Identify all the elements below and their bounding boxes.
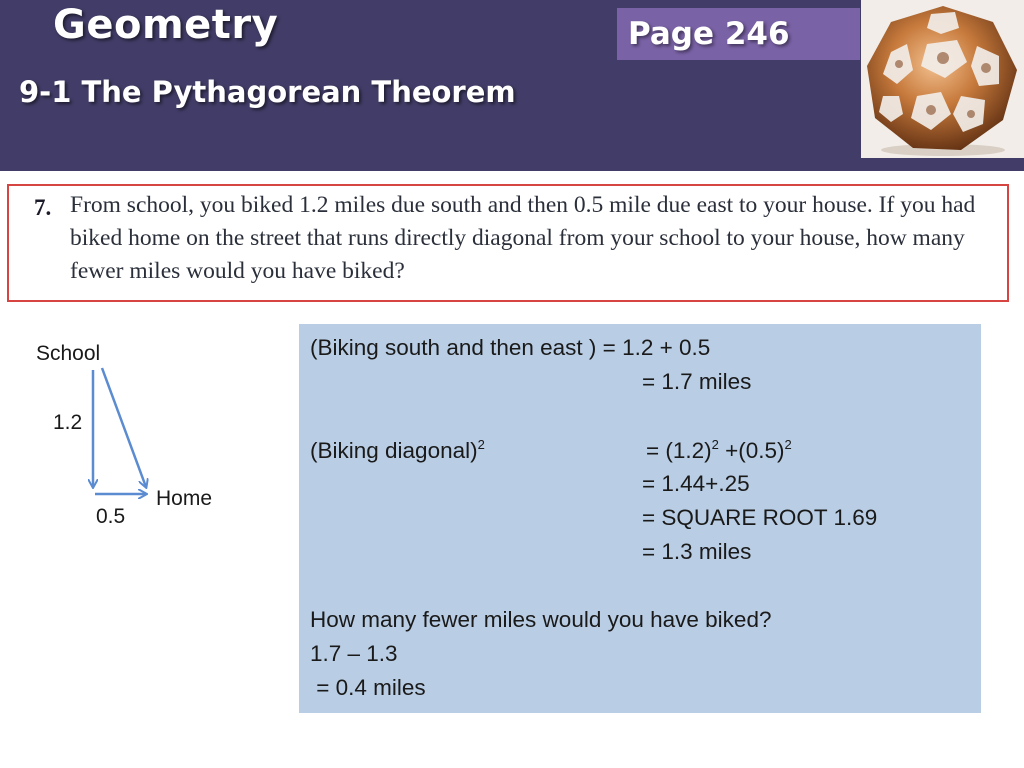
course-title: Geometry (53, 2, 279, 48)
square-term-b: +(0.5) (718, 438, 785, 463)
solution-question: How many fewer miles would you have biked? (310, 607, 772, 632)
school-label: School (36, 342, 101, 365)
south-length-label: 1.2 (53, 411, 83, 434)
diagonal-label-exponent: 2 (477, 437, 485, 452)
solution-line-diagonal-label (310, 437, 485, 464)
solution-line-sum-squares: = 1.44+.25 (642, 471, 750, 496)
square-term-b-exponent: 2 (784, 437, 792, 452)
page-badge-label: Page 246 (628, 16, 790, 52)
east-length-label: 0.5 (96, 505, 126, 528)
solution-line-total: = 1.7 miles (642, 369, 752, 394)
solution-line-square-root: = SQUARE ROOT 1.69 (642, 505, 878, 530)
solution-subtraction: 1.7 – 1.3 (310, 641, 398, 666)
solution-line-diagonal-result: = 1.3 miles (642, 539, 752, 564)
bike-route-diagram (0, 0, 300, 560)
solution-answer: = 0.4 miles (310, 675, 426, 700)
home-label: Home (156, 487, 213, 510)
polyhedron-illustration (861, 0, 1024, 158)
square-term-a: = (1.2) (646, 438, 712, 463)
square-term-a-exponent: 2 (711, 437, 719, 452)
solution-line-sum: (Biking south and then east ) = 1.2 + 0.5 (310, 335, 711, 360)
page-badge (617, 8, 860, 60)
diagonal-label-text: (Biking diagonal) (310, 438, 478, 463)
problem-text: From school, you biked 1.2 miles due south and then 0.5 mile due east to your house. If you had biked home on the street that runs directly diagonal from your school to your house, how many fewer miles would you have biked? (70, 192, 976, 284)
solution-line-squares (646, 437, 792, 464)
problem-number: 7. (34, 195, 52, 220)
diagonal-arrow (102, 368, 146, 487)
lesson-title: 9-1 The Pythagorean Theorem (19, 75, 516, 109)
polyhedron-image (861, 0, 1024, 158)
solution-box (299, 324, 981, 713)
